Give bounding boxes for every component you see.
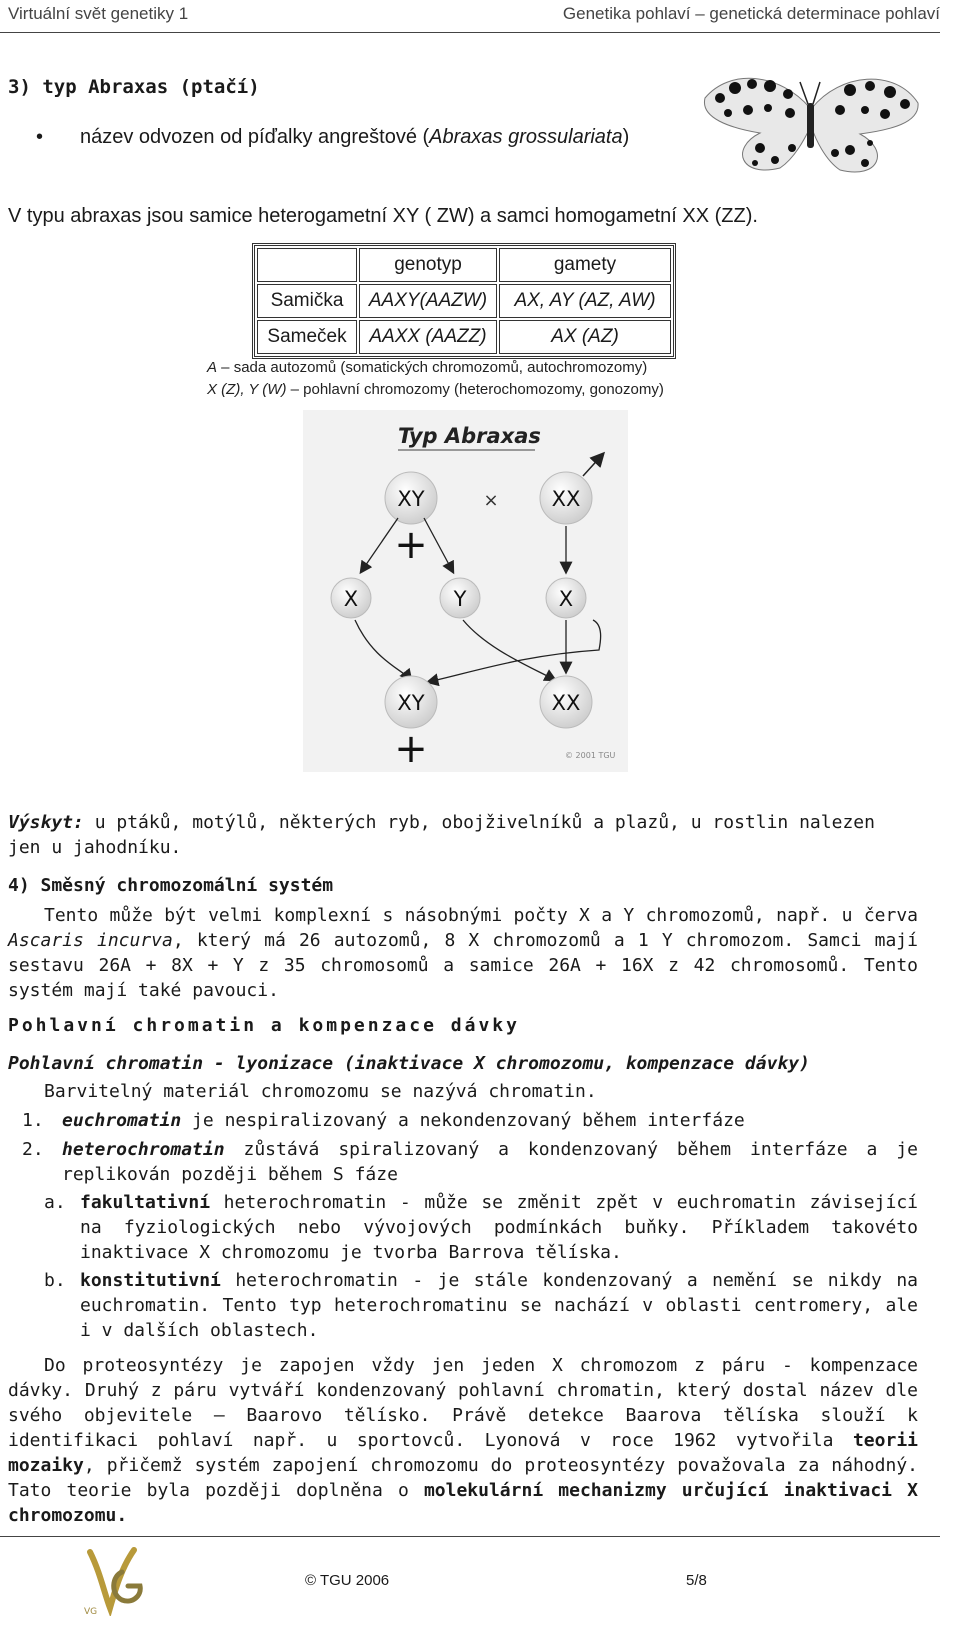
legend-text: – sada autozomů (somatických chromozomů, autochromozomy): [217, 359, 648, 376]
final-text: Do proteosyntézy je zapojen vždy jen jeden X chromozom z páru - kompenzace dávky. Druhý z páru vytváří kondenzovaný pohlavní chromatin, který dostal název dle svého objevitele – Baarovo tělísko. Právě detekce Baarova tělíska slouží k identifikaci pohlaví např. u sportovců. Lyonová v roce 1962 vytvořila: [8, 1355, 918, 1451]
table-cell-genotype: AAXX (AAZZ): [359, 320, 497, 354]
occurrence-text: u ptáků, motýlů, některých ryb, obojživelníků a plazů, u rostlin nalezen jen u jahodníku.: [8, 812, 875, 858]
header-right: Genetika pohlaví – genetická determinace pohlaví: [562, 4, 940, 23]
gamete-label: X: [558, 587, 574, 611]
legend-line: [207, 357, 664, 379]
table-cell-gametes: AX, AY (AZ, AW): [499, 284, 671, 318]
list-term: konstitutivní: [80, 1270, 221, 1291]
list-number: 2.: [22, 1139, 44, 1160]
legend-symbol: X (Z), Y (W): [207, 381, 287, 398]
section3-intro: V typu abraxas jsou samice heterogametní XY ( ZW) a samci homogametní XX (ZZ).: [8, 205, 758, 227]
list-term: euchromatin: [62, 1110, 182, 1131]
section4-text: Tento může být velmi komplexní s násobnými počty X a Y chromozomů, např. u červa: [44, 905, 918, 926]
section4-paragraph: [8, 903, 918, 1003]
offspring-female-label: XY: [397, 691, 425, 715]
table-cell-genotype: AAXY(AAZW): [359, 284, 497, 318]
table-row: [257, 320, 671, 354]
footer-divider: [0, 1536, 940, 1537]
legend-text: – pohlavní chromozomy (heterochomozomy, gonozomy): [286, 381, 664, 398]
list-letter: a.: [44, 1192, 66, 1213]
section4-species: Ascaris incurva: [8, 930, 173, 951]
offspring-male-label: XX: [551, 691, 581, 715]
table-cell-sex: Samička: [257, 284, 357, 318]
parent-female-label: XY: [397, 487, 425, 511]
table-header: gamety: [499, 248, 671, 282]
header-left: Virtuální svět genetiky 1: [8, 4, 189, 23]
bullet-species: Abraxas grossulariata: [429, 126, 623, 148]
list-item: [22, 1108, 918, 1133]
table-header-row: [257, 248, 671, 282]
bullet-text: název odvozen od píďalky angreštové (: [80, 126, 430, 148]
cross-symbol: ×: [483, 490, 499, 511]
section4-text: , který má 26 autozomů, 8 X chromozomů a 1 Y chromozom. Samci mají sestavu 26A + 8X + Y z 35 chromosomů a samice 26A + 16X z 42 chromosomů. Tento systém mají také pavouci.: [8, 930, 918, 1001]
female-symbol: +: [394, 522, 428, 568]
bullet-end: ): [622, 126, 630, 148]
chromosome-legend: [207, 357, 664, 401]
list-item: [22, 1137, 918, 1187]
occurrence-paragraph: [8, 810, 918, 860]
list-term: fakultativní: [80, 1192, 211, 1213]
list-text: zůstává spiralizovaný a kondenzovaný během interfáze a je replikován později během S fáze: [62, 1139, 918, 1185]
header-divider: [0, 32, 940, 33]
list-text: heterochromatin - může se změnit zpět v euchromatin závisející na fyziologických nebo vývojových podmínkách buňky. Příkladem takovéto inaktivace X chromozomu je tvorba Barrova tělíska.: [80, 1192, 918, 1263]
legend-line: [207, 379, 664, 401]
genotype-table-wrap: [252, 243, 676, 359]
sub-list-item: [44, 1268, 918, 1343]
chromatin-subheading: Pohlavní chromatin - lyonizace (inaktivace X chromozomu, kompenzace dávky): [8, 1053, 810, 1074]
table-cell-sex: Sameček: [257, 320, 357, 354]
table-cell-gametes: AX (AZ): [499, 320, 671, 354]
logo-icon: [82, 1542, 152, 1616]
final-bold: molekulární mechanizmy určující inaktivaci X chromozomu.: [8, 1480, 918, 1526]
section4-title: 4) Směsný chromozomální systém: [8, 875, 334, 896]
footer-logo: [82, 1542, 152, 1616]
parent-male-label: XX: [551, 487, 581, 511]
section3-title: 3) typ Abraxas (ptačí): [8, 76, 260, 98]
final-bold: teorii mozaiky: [8, 1430, 918, 1476]
footer-copyright: © TGU 2006: [305, 1572, 390, 1589]
offspring-female-symbol: +: [394, 726, 428, 772]
chromatin-heading: Pohlavní chromatin a kompenzace dávky: [8, 1015, 520, 1036]
table-header: [257, 248, 357, 282]
legend-symbol: A: [207, 359, 218, 376]
list-text: heterochromatin - je stále kondenzovaný a nemění se nikdy na euchromatin. Tento typ heterochromatinu se nachází v oblasti centromery, ale i v dalších oblastech.: [80, 1270, 918, 1341]
gamete-label: Y: [453, 587, 467, 611]
gamete-label: X: [343, 587, 359, 611]
logo-text: VG: [84, 1607, 98, 1616]
list-term: heterochromatin: [62, 1139, 225, 1160]
occurrence-label: Výskyt:: [8, 812, 84, 833]
list-number: 1.: [22, 1110, 44, 1131]
final-text: , přičemž systém zapojení chromozomu do proteosyntézy považovala za náhodný. Tato teorie byla později doplněna o: [8, 1455, 918, 1501]
genotype-table: [252, 243, 676, 359]
chromatin-intro: Barvitelný materiál chromozomu se nazývá chromatin.: [44, 1081, 597, 1102]
table-row: [257, 284, 671, 318]
list-letter: b.: [44, 1270, 66, 1291]
final-paragraph: [8, 1353, 918, 1528]
diagram-title: Typ Abraxas: [398, 424, 541, 448]
list-text: je nespiralizovaný a nekondenzovaný během interfáze: [181, 1110, 745, 1131]
section3-bullet: [36, 125, 690, 150]
moth-illustration: [700, 68, 922, 190]
diagram-copyright: © 2001 TGU: [565, 751, 616, 760]
table-header: genotyp: [359, 248, 497, 282]
sub-list-item: [44, 1190, 918, 1265]
bullet-dot: •: [36, 126, 44, 148]
abraxas-diagram: [303, 410, 628, 772]
footer-page-number: 5/8: [686, 1572, 707, 1589]
